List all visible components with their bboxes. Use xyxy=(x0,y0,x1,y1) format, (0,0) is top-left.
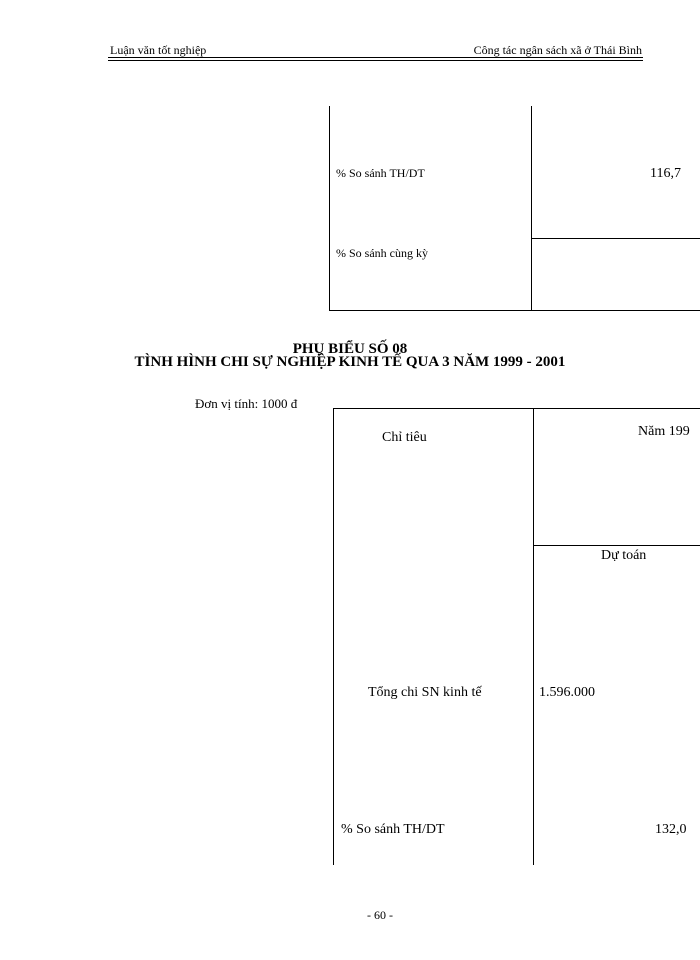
column-header-year: Năm 199 xyxy=(638,424,690,439)
row-label-cung-ky: % So sánh cùng kỳ xyxy=(336,246,428,260)
row-label-th-dt: % So sánh TH/DT xyxy=(336,166,425,180)
table-border-left xyxy=(329,106,330,310)
row-value-th-dt: 116,7 xyxy=(650,166,681,181)
column-header-indicator: Chỉ tiêu xyxy=(382,430,427,445)
row-value-total: 1.596.000 xyxy=(539,685,595,700)
column-subheader-estimate: Dự toán xyxy=(601,548,647,563)
section-title-line1: PHỤ BIỂU SỐ 08 xyxy=(292,341,408,357)
header-right-title: Công tác ngân sách xã ở Thái Bình xyxy=(473,43,642,57)
header-left-title: Luận văn tốt nghiệp xyxy=(110,43,207,57)
table-border-top xyxy=(333,408,700,409)
year-subheader-divider xyxy=(533,545,700,546)
table-border-middle xyxy=(533,408,534,865)
header-rule xyxy=(108,57,643,58)
row-label-total: Tổng chi SN kinh tế xyxy=(368,685,482,700)
table-border-left xyxy=(333,408,334,865)
header-rule-double xyxy=(108,60,643,61)
unit-label: Đơn vị tính: 1000 đ xyxy=(195,396,298,411)
section-title-line2: TÌNH HÌNH CHI SỰ NGHIỆP KINH TẾ QUA 3 NĂM 1999 - 2001 xyxy=(134,354,566,370)
table-border-bottom xyxy=(329,310,700,311)
page-number: - 60 - xyxy=(367,908,393,922)
table-border-middle xyxy=(531,106,532,310)
row-value-th-dt: 132,0 xyxy=(655,822,687,837)
row-label-th-dt: % So sánh TH/DT xyxy=(341,822,445,837)
table-row-divider xyxy=(531,238,700,239)
